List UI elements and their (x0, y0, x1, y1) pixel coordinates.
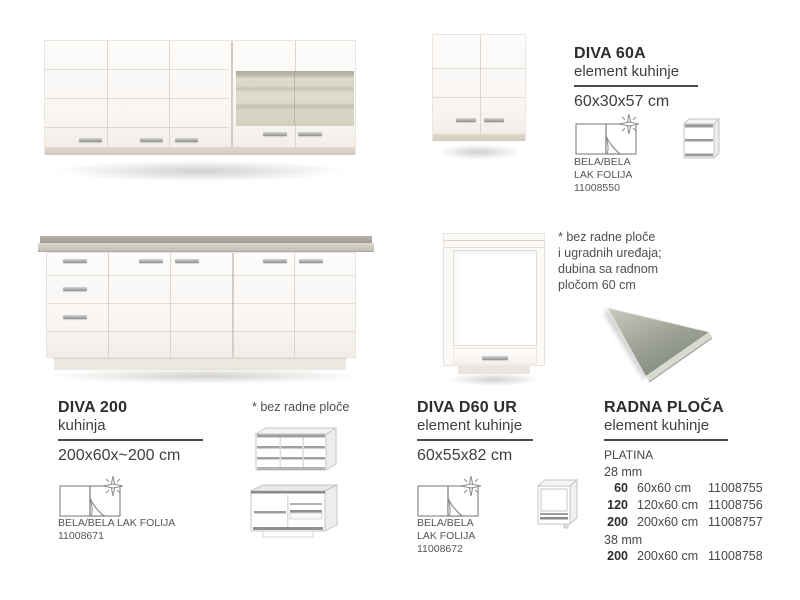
door-handle (456, 118, 476, 122)
drawer-handle (482, 356, 508, 360)
product-subtitle: kuhinja (58, 417, 106, 434)
finish-line: BELA/BELA (417, 517, 474, 529)
sparkle-icon (461, 476, 481, 496)
worktop-code: 11008758 (708, 549, 763, 563)
product-subtitle: element kuhinje (604, 417, 710, 434)
worktop-corner-photo (593, 296, 727, 386)
worktop-code: 11008756 (708, 498, 763, 512)
open-base-unit-drawing (249, 483, 339, 541)
product-title: DIVA 200 (58, 399, 128, 416)
wall-cabinets-photo (44, 40, 356, 190)
door-handle (298, 132, 322, 136)
kitchen-note: * bez radne ploče (252, 400, 350, 414)
oven-note (558, 229, 662, 293)
product-title: DIVA 60A (574, 45, 646, 62)
drawer-handle (63, 315, 87, 319)
door-handle (263, 132, 287, 136)
product-subtitle: element kuhinje (417, 417, 523, 434)
finish-line: BELA/BELA LAK FOLIJA (58, 517, 176, 529)
panel-line (45, 127, 229, 128)
product-info-diva-200 (58, 398, 258, 465)
panel-line (433, 97, 525, 98)
glass-shelves (236, 71, 354, 126)
door-divider (232, 253, 234, 357)
lak-folija-icon (59, 476, 129, 518)
drawer-handle (63, 259, 87, 263)
panel-line (47, 275, 355, 276)
oven-cabinet-frame (443, 233, 545, 366)
photo-shadow (48, 368, 364, 384)
countertop-edge (38, 243, 374, 252)
worktop-row (604, 480, 774, 497)
oven-cabinet-photo (443, 233, 545, 388)
photo-shadow (52, 160, 348, 182)
panel-line (47, 303, 355, 304)
photo-shadow (447, 373, 541, 386)
worktop-size: 60 (614, 481, 628, 495)
worktop-dims: 60x60 cm (637, 481, 692, 495)
door-handle (175, 138, 198, 142)
finish-block (574, 156, 632, 195)
drawer-handle (63, 287, 87, 291)
worktop-size: 200 (607, 515, 628, 529)
product-code: 11008672 (417, 543, 463, 555)
product-info-diva-60a (574, 44, 754, 111)
door-handle (79, 138, 102, 142)
divider-rule (417, 439, 533, 441)
finish-block (417, 517, 475, 556)
divider-rule (604, 439, 728, 441)
door-handle (140, 138, 163, 142)
panel-line (45, 98, 229, 99)
product-info-radna-ploca (604, 398, 774, 565)
note-line: * bez radne ploče (558, 230, 656, 244)
finish-line: LAK FOLIJA (417, 530, 476, 542)
worktop-size: 120 (607, 498, 628, 512)
lak-folija-icon (417, 476, 487, 518)
note-line: i ugradnih uređaja; (558, 246, 662, 260)
worktop-dims: 200x60 cm (637, 549, 699, 563)
note-line: pločom 60 cm (558, 278, 636, 292)
note-line: dubina sa radnom (558, 262, 659, 276)
door-divider (295, 41, 296, 71)
top-rail (444, 240, 544, 241)
worktop-row (604, 548, 774, 565)
product-subtitle: element kuhinje (574, 63, 680, 80)
door-handle (484, 118, 504, 122)
base-units-body (46, 252, 356, 358)
worktop-thickness: 38 mm (604, 533, 643, 547)
diva-60a-photo (432, 34, 526, 164)
finish-line: LAK FOLIJA (574, 169, 633, 181)
worktop-dims: 200x60 cm (637, 515, 699, 529)
oven-opening (453, 250, 537, 346)
divider-rule (574, 85, 698, 87)
sparkle-icon (103, 476, 123, 496)
door-divider (480, 35, 481, 135)
panel-line (47, 331, 355, 332)
display-unit (233, 41, 357, 155)
panel-line (45, 69, 229, 70)
product-code: 11008671 (58, 530, 104, 542)
door-handle (299, 259, 323, 263)
worktop-material: PLATINA (604, 448, 654, 462)
countertop-surface (40, 236, 372, 243)
worktop-row (604, 497, 774, 514)
top-rail (444, 247, 544, 248)
product-code: 11008550 (574, 182, 620, 194)
cabinet-body (432, 34, 526, 141)
worktop-code: 11008755 (708, 481, 763, 495)
door-divider (170, 253, 171, 359)
panel-line (433, 68, 525, 69)
door-divider (294, 253, 295, 359)
door-handle (263, 259, 287, 263)
sparkle-icon (619, 114, 639, 134)
oven-cabinet-drawing (536, 477, 580, 531)
door-handle (175, 259, 199, 263)
product-info-diva-d60-ur (417, 398, 597, 465)
divider-rule (58, 439, 203, 441)
cabinet-underside (433, 134, 525, 141)
cabinet-underside (45, 147, 355, 155)
product-dimensions: 200x60x~200 cm (58, 447, 181, 464)
open-cabinet-drawing (682, 116, 722, 162)
door-divider (108, 253, 109, 359)
finish-block (58, 517, 175, 543)
photo-shadow (436, 144, 522, 160)
wall-cabinets-body (44, 40, 356, 154)
door-handle (139, 259, 163, 263)
worktop-row (604, 514, 774, 531)
product-dimensions: 60x55x82 cm (417, 447, 513, 464)
product-title: DIVA D60 UR (417, 399, 517, 416)
lak-folija-icon (575, 114, 645, 156)
drawer-front (453, 348, 537, 366)
worktop-code: 11008757 (708, 515, 763, 529)
base-units-photo (38, 226, 374, 392)
worktop-dims: 120x60 cm (637, 498, 699, 512)
finish-line: BELA/BELA (574, 156, 631, 168)
worktop-thickness: 28 mm (604, 465, 643, 479)
open-shelf-unit-drawing (254, 426, 338, 474)
product-dimensions: 60x30x57 cm (574, 93, 670, 110)
worktop-size: 200 (607, 549, 628, 563)
glass-divider (294, 71, 295, 126)
product-title: RADNA PLOČA (604, 399, 724, 416)
